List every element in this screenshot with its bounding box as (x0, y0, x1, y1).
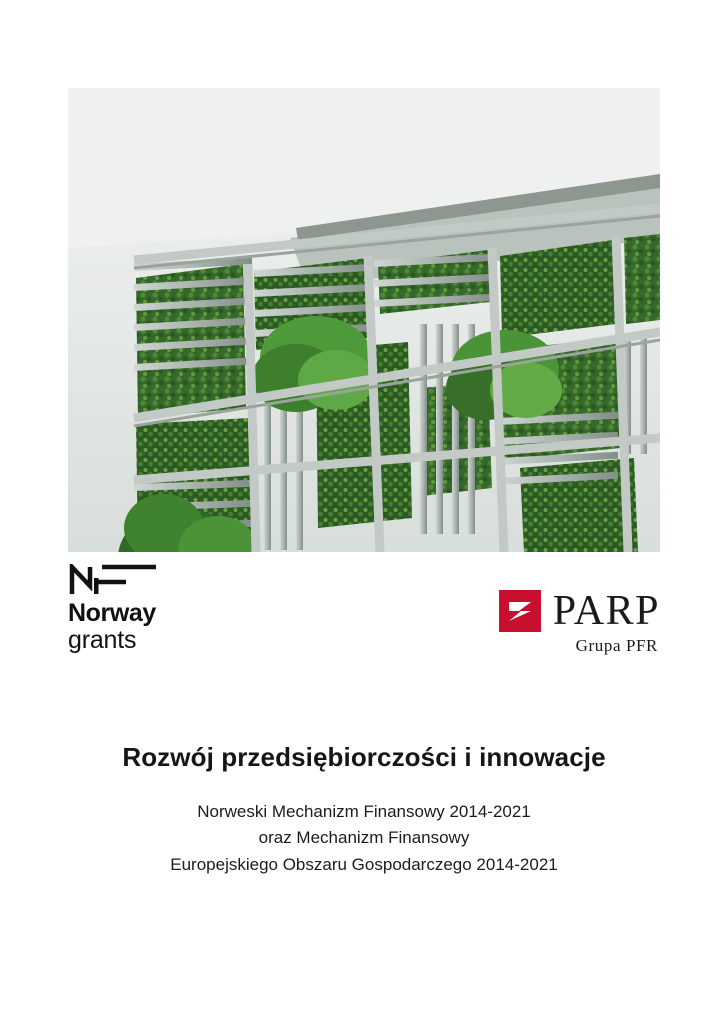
parp-wordmark: PARP (552, 588, 660, 634)
cover-image (68, 88, 660, 552)
norway-logo-line2: grants (68, 626, 137, 654)
parp-logo (390, 590, 660, 656)
norway-flag-mark-icon (68, 564, 164, 596)
page-title: Rozwój przedsiębiorczości i innowacje (122, 742, 606, 772)
parp-subtitle: Grupa PFR (575, 636, 658, 655)
subtitle-line-3: Europejskiego Obszaru Gospodarczego 2014-2021 (170, 854, 558, 874)
logos-row (68, 560, 660, 670)
subtitle-line-1: Norweski Mechanizm Finansowy 2014-2021 (197, 802, 531, 821)
green-facade-photo (68, 88, 660, 552)
norway-grants-logo (68, 564, 258, 654)
parp-glyph-icon (499, 590, 541, 632)
norway-grants-mark-icon (68, 564, 164, 596)
parp-red-square-icon (499, 590, 541, 632)
subtitle-line-2: oraz Mechanizm Finansowy (258, 828, 470, 848)
title-block (0, 742, 728, 878)
norway-logo-line1: Norway (68, 599, 156, 627)
